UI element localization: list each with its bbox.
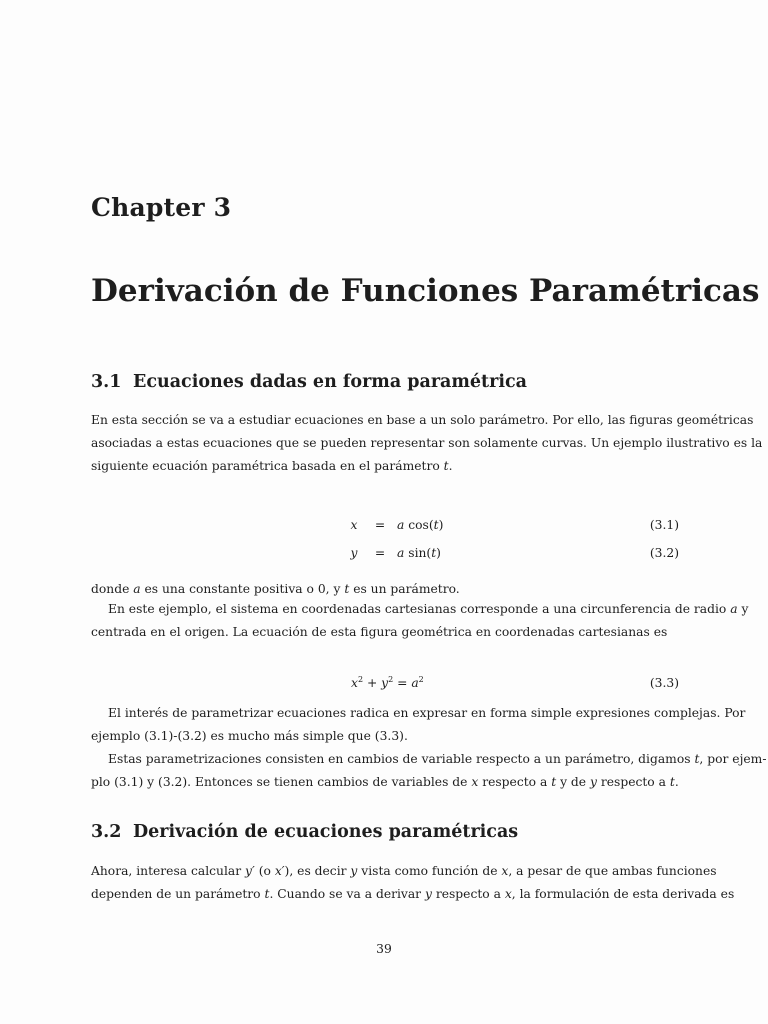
equation-number: (3.2) xyxy=(649,546,679,560)
paragraph xyxy=(91,860,735,906)
text-run: Ahora, interesa calcular xyxy=(91,864,246,878)
paragraph xyxy=(91,598,749,644)
math-variable: a xyxy=(411,676,419,690)
math-variable: a xyxy=(133,582,141,596)
math-variable: x′ xyxy=(274,864,285,878)
math-exponent: 2 xyxy=(418,675,424,684)
page-number: 39 xyxy=(376,942,392,956)
text-run: y xyxy=(737,602,749,616)
text-run: siguiente ecuación paramétrica basada en el parámetro xyxy=(91,458,444,473)
paragraph xyxy=(91,748,767,794)
math-variable: t xyxy=(344,582,350,596)
section-heading xyxy=(91,822,518,842)
text-run: dependen de un parámetro xyxy=(91,886,265,901)
math-variable: y′ xyxy=(245,864,255,878)
math-variable: y xyxy=(350,864,358,878)
equation-rhs xyxy=(397,518,443,532)
equation-rhs xyxy=(397,546,441,560)
text-run: ), es decir xyxy=(284,864,351,878)
text-run: vista como función de xyxy=(357,864,502,878)
section-number: 3.2 xyxy=(91,822,122,842)
paragraph xyxy=(91,409,763,477)
math-variable: t xyxy=(551,774,557,789)
text-run: respecto a xyxy=(431,886,505,901)
section-heading xyxy=(91,372,527,392)
text-run: es un parámetro. xyxy=(349,582,460,596)
math-variable: t xyxy=(431,546,437,560)
equation-3-1 xyxy=(91,518,679,538)
text-line xyxy=(91,883,735,906)
equation-3-2 xyxy=(91,546,679,566)
section-number: 3.1 xyxy=(91,372,122,392)
math-paren: ) xyxy=(436,546,441,560)
text-run: y de xyxy=(556,774,590,789)
text-run: donde xyxy=(91,582,134,596)
math-variable: a xyxy=(397,518,405,532)
text-run: En este ejemplo, el sistema en coordenadas cartesianas corresponde a una circunferencia de radio xyxy=(108,602,731,616)
text-run: . xyxy=(448,458,453,473)
text-run: . Cuando se va a derivar xyxy=(269,886,425,901)
math-variable: t xyxy=(669,774,675,789)
paragraph xyxy=(91,702,746,748)
text-line: asociadas a estas ecuaciones que se pueden representar son solamente curvas. Un ejemplo ilustrativo es la xyxy=(91,435,763,450)
equation-operator: = xyxy=(374,518,386,532)
math-function: cos( xyxy=(404,518,434,532)
text-run: . xyxy=(674,774,679,789)
math-variable: t xyxy=(694,752,700,766)
math-exponent: 2 xyxy=(357,675,364,684)
text-line: centrada en el origen. La ecuación de esta figura geométrica en coordenadas cartesianas es xyxy=(91,624,668,639)
equation-body xyxy=(351,676,424,690)
equation-lhs: x xyxy=(350,518,358,532)
math-variable: y xyxy=(590,774,597,789)
math-variable: y xyxy=(424,886,432,901)
equation-lhs: y xyxy=(350,546,358,560)
equation-number: (3.3) xyxy=(649,676,679,690)
math-variable: a xyxy=(397,546,405,560)
text-run: plo (3.1) y (3.2). Entonces se tienen cambios de variables de xyxy=(91,774,472,789)
math-variable: x xyxy=(351,676,358,690)
text-run: es una constante positiva o 0, y xyxy=(140,582,345,596)
section-title: Derivación de ecuaciones paramétricas xyxy=(133,822,519,842)
math-variable: x xyxy=(504,886,512,901)
math-variable: x xyxy=(501,864,509,878)
text-run: respecto a xyxy=(478,774,552,789)
text-line: En esta sección se va a estudiar ecuaciones en base a un solo parámetro. Por ello, las figuras geométricas xyxy=(91,413,754,427)
text-line xyxy=(91,860,717,883)
text-run: , la formulación de esta derivada es xyxy=(511,886,735,901)
math-variable: t xyxy=(443,458,449,473)
text-line xyxy=(91,771,679,794)
math-operator: = xyxy=(393,676,412,690)
math-paren: ) xyxy=(438,518,444,532)
text-line xyxy=(91,748,767,771)
chapter-label: Chapter 3 xyxy=(91,193,232,222)
text-run: Estas parametrizaciones consisten en cambios de variable respecto a un parámetro, digamos xyxy=(108,752,695,766)
math-variable: y xyxy=(381,676,389,690)
text-line: ejemplo (3.1)-(3.2) es mucho más simple que (3.3). xyxy=(91,728,408,743)
equation-number: (3.1) xyxy=(649,518,679,532)
equation-operator: = xyxy=(374,546,386,560)
text-run: respecto a xyxy=(596,774,670,789)
text-line: El interés de parametrizar ecuaciones radica en expresar en forma simple expresiones complejas. Por xyxy=(108,706,746,720)
text-line xyxy=(91,598,749,621)
math-variable: t xyxy=(433,518,439,532)
math-variable: x xyxy=(471,774,479,789)
math-exponent: 2 xyxy=(388,675,394,684)
math-function: sin( xyxy=(404,546,432,560)
text-run: (o xyxy=(254,864,275,878)
math-variable: t xyxy=(264,886,270,901)
section-title: Ecuaciones dadas en forma paramétrica xyxy=(133,372,527,392)
text-line xyxy=(91,455,679,478)
chapter-title: Derivación de Funciones Paramétricas xyxy=(91,273,760,309)
text-run: , a pesar de que ambas funciones xyxy=(508,864,717,878)
math-variable: a xyxy=(730,602,738,616)
math-operator: + xyxy=(363,676,382,690)
text-run: , por ejem- xyxy=(699,752,767,766)
equation-3-3 xyxy=(91,676,679,696)
